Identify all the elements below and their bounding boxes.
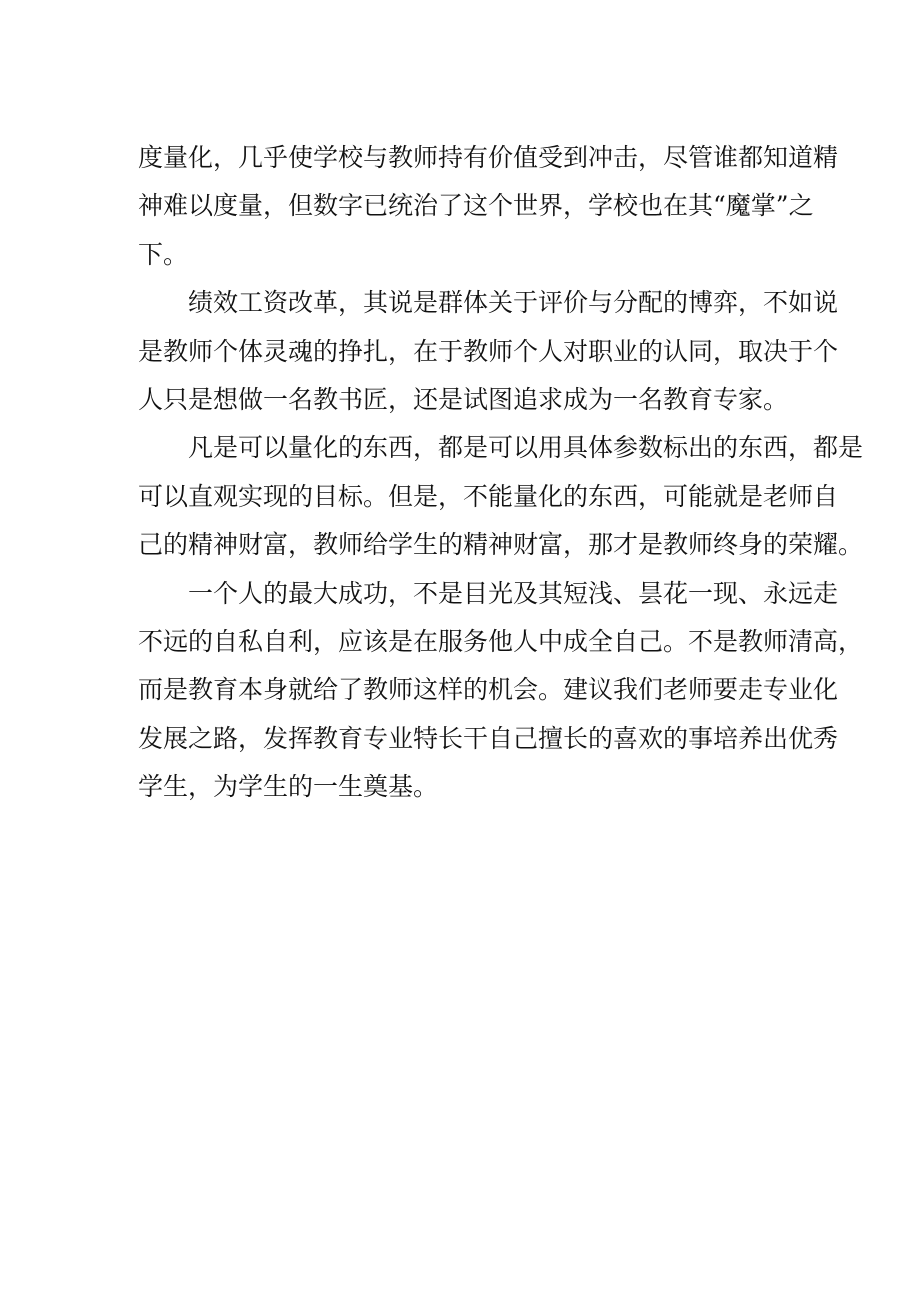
text-line: 可以直观实现的目标。但是，不能量化的东西，可能就是老师自 xyxy=(138,481,839,511)
text-line: 己的精神财富，教师给学生的精神财富，那才是教师终身的荣耀。 xyxy=(138,530,864,560)
text-line: 度量化，几乎使学校与教师持有价值受到冲击，尽管谁都知道精 xyxy=(138,143,839,172)
text-line: 不远的自私自利，应该是在服务他人中成全自己。不是教师清高， xyxy=(138,626,864,656)
paragraph xyxy=(138,570,864,812)
document-body xyxy=(138,134,864,811)
text-line: 人只是想做一名教书匠，还是试图追求成为一名教育专家。 xyxy=(138,384,789,414)
text-line: 学生，为学生的一生奠基。 xyxy=(138,772,439,802)
text-line: 凡是可以量化的东西，都是可以用具体参数标出的东西，都是 xyxy=(188,433,864,463)
text-line: 一个人的最大成功，不是目光及其短浅、昙花一现、永远走 xyxy=(188,578,839,608)
text-line: 神难以度量，但数字已统治了这个世界，学校也在其“魔掌”之 xyxy=(138,191,814,221)
text-line: 下。 xyxy=(138,239,189,269)
text-line: 发展之路，发挥教育专业特长干自己擅长的喜欢的事培养出优秀 xyxy=(138,723,839,753)
paragraph xyxy=(138,424,864,569)
paragraph xyxy=(138,279,839,424)
text-line: 而是教育本身就给了教师这样的机会。建议我们老师要走专业化 xyxy=(138,675,839,705)
text-line: 是教师个体灵魂的挣扎，在于教师个人对职业的认同，取决于个 xyxy=(138,336,839,366)
text-line: 绩效工资改革，其说是群体关于评价与分配的博弈，不如说 xyxy=(188,288,839,318)
paragraph xyxy=(138,134,839,279)
